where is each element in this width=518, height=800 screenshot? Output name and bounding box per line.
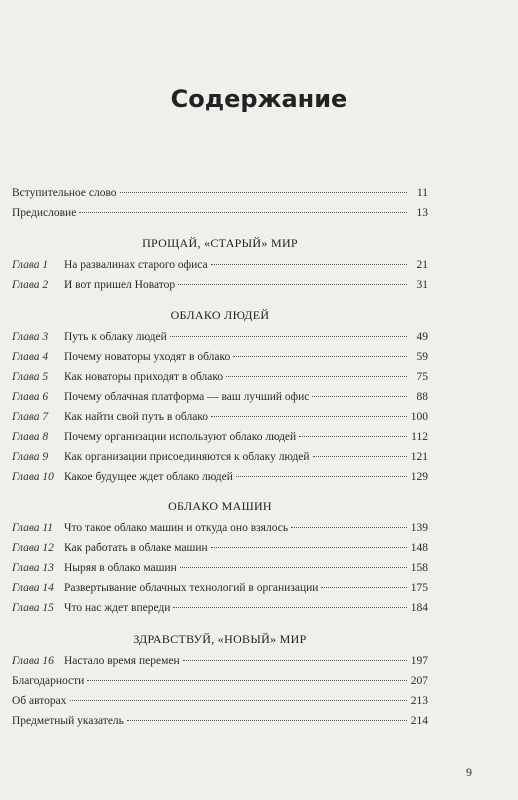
dot-leader — [79, 212, 407, 213]
entry-page: 13 — [416, 207, 428, 219]
toc-entry — [12, 674, 428, 688]
entry-page: 11 — [416, 187, 428, 199]
dot-leader — [299, 436, 407, 437]
dot-leader — [211, 264, 407, 265]
chapter-label: Глава 8 — [12, 431, 49, 443]
chapter-page: 139 — [410, 522, 428, 534]
chapter-name: Как новаторы приходят в облако — [64, 371, 224, 383]
entry-page: 207 — [410, 675, 428, 687]
dot-leader — [312, 396, 407, 397]
chapter-page: 158 — [410, 562, 428, 574]
toc-chapter — [12, 521, 428, 535]
chapter-label: Глава 14 — [12, 582, 54, 594]
chapter-label: Глава 3 — [12, 331, 49, 343]
dot-leader — [211, 416, 407, 417]
page-number: 9 — [466, 765, 472, 779]
toc-chapter — [12, 601, 428, 615]
chapter-name: Почему облачная платформа — ваш лучший офис — [64, 391, 310, 403]
chapter-name: Как найти свой путь в облако — [64, 411, 209, 423]
chapter-label: Глава 4 — [12, 351, 49, 363]
chapter-page: 175 — [410, 582, 428, 594]
toc-chapter — [12, 330, 428, 344]
chapter-page: 31 — [416, 279, 428, 291]
chapter-label: Глава 11 — [12, 522, 54, 534]
chapter-page: 21 — [416, 259, 428, 271]
dot-leader — [87, 680, 407, 681]
entry-name: Вступительное слово — [12, 187, 117, 199]
entry-page: 214 — [410, 715, 428, 727]
chapter-page: 197 — [410, 655, 428, 667]
chapter-name: Что нас ждет впереди — [64, 602, 171, 614]
dot-leader — [170, 336, 407, 337]
toc-entry — [12, 186, 428, 200]
entry-page: 213 — [410, 695, 428, 707]
section-heading: ПРОЩАЙ, «СТАРЫЙ» МИР — [142, 236, 298, 250]
chapter-name: Как организации присоединяются к облаку людей — [64, 451, 310, 463]
toc-entry — [12, 206, 428, 220]
entry-name: Предметный указатель — [12, 715, 124, 727]
chapter-label: Глава 16 — [12, 655, 54, 667]
section-heading: ОБЛАКО ЛЮДЕЙ — [170, 308, 270, 322]
dot-leader — [226, 376, 407, 377]
toc-chapter — [12, 581, 428, 595]
toc-chapter — [12, 390, 428, 404]
toc-chapter — [12, 541, 428, 555]
chapter-label: Глава 9 — [12, 451, 49, 463]
toc-chapter — [12, 350, 428, 364]
chapter-page: 88 — [416, 391, 428, 403]
toc-chapter — [12, 258, 428, 272]
chapter-page: 148 — [410, 542, 428, 554]
toc-chapter — [12, 410, 428, 424]
chapter-label: Глава 6 — [12, 391, 49, 403]
dot-leader — [321, 587, 407, 588]
chapter-page: 121 — [410, 451, 428, 463]
chapter-label: Глава 12 — [12, 542, 54, 554]
dot-leader — [291, 527, 407, 528]
dot-leader — [183, 660, 407, 661]
chapter-name: Почему организации используют облако людей — [64, 431, 297, 443]
toc-entry — [12, 694, 428, 708]
chapter-label: Глава 15 — [12, 602, 54, 614]
chapter-label: Глава 1 — [12, 259, 49, 271]
chapter-name: И вот пришел Новатор — [64, 279, 176, 291]
page-title: Содержание — [170, 85, 348, 113]
chapter-page: 75 — [416, 371, 428, 383]
chapter-name: Развертывание облачных технологий в организации — [64, 582, 319, 594]
chapter-name: Почему новаторы уходят в облако — [64, 351, 231, 363]
dot-leader — [70, 700, 407, 701]
chapter-label: Глава 7 — [12, 411, 49, 423]
toc-chapter — [12, 450, 428, 464]
chapter-page: 184 — [410, 602, 428, 614]
chapter-name: Путь к облаку людей — [64, 331, 167, 343]
chapter-name: На развалинах старого офиса — [64, 259, 208, 271]
dot-leader — [127, 720, 407, 721]
chapter-page: 49 — [416, 331, 428, 343]
chapter-page: 112 — [411, 431, 428, 443]
toc-chapter — [12, 370, 428, 384]
dot-leader — [236, 476, 407, 477]
dot-leader — [233, 356, 407, 357]
section-heading: ЗДРАВСТВУЙ, «НОВЫЙ» МИР — [133, 632, 307, 646]
entry-name: Об авторах — [12, 695, 67, 707]
toc-chapter — [12, 470, 428, 484]
chapter-name: Что такое облако машин и откуда оно взялось — [64, 522, 289, 534]
dot-leader — [173, 607, 407, 608]
chapter-label: Глава 10 — [12, 471, 54, 483]
chapter-label: Глава 2 — [12, 279, 49, 291]
toc-chapter — [12, 561, 428, 575]
chapter-page: 129 — [410, 471, 428, 483]
chapter-name: Какое будущее ждет облако людей — [64, 471, 233, 483]
entry-name: Предисловие — [12, 207, 77, 219]
chapter-name: Настало время перемен — [64, 655, 180, 667]
dot-leader — [180, 567, 407, 568]
dot-leader — [178, 284, 407, 285]
dot-leader — [211, 547, 407, 548]
dot-leader — [120, 192, 407, 193]
chapter-label: Глава 5 — [12, 371, 49, 383]
chapter-label: Глава 13 — [12, 562, 54, 574]
section-heading: ОБЛАКО МАШИН — [168, 499, 272, 513]
toc-chapter — [12, 430, 428, 444]
toc-chapter — [12, 278, 428, 292]
toc-entry — [12, 714, 428, 728]
chapter-page: 100 — [410, 411, 428, 423]
entry-name: Благодарности — [12, 675, 85, 687]
chapter-name: Ныряя в облако машин — [64, 562, 177, 574]
dot-leader — [313, 456, 407, 457]
chapter-page: 59 — [416, 351, 428, 363]
toc-chapter — [12, 654, 428, 668]
chapter-name: Как работать в облаке машин — [64, 542, 208, 554]
